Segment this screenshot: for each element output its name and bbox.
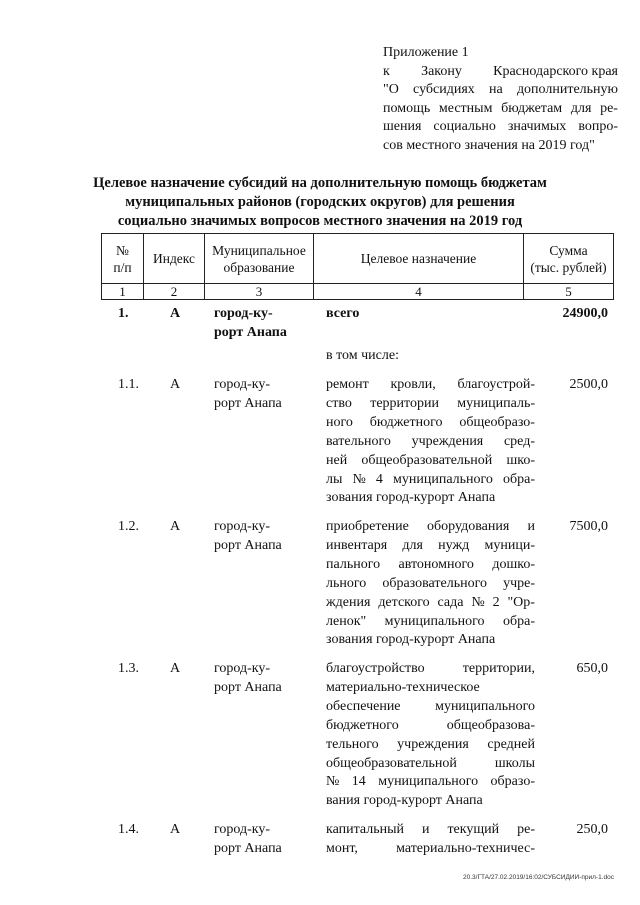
municipality-line: город-ку- xyxy=(214,377,271,392)
row-amount: 7500,0 xyxy=(569,519,608,534)
purpose-line: пального автономного дошко- xyxy=(326,556,535,572)
row-purpose xyxy=(326,305,535,324)
column-number: 5 xyxy=(524,284,614,300)
title-line: муниципальных районов (городских округов) для решения xyxy=(125,194,515,210)
row-municipality xyxy=(214,305,304,343)
purpose-line: приобретение оборудования и xyxy=(326,519,535,534)
purpose-line: общеобразовательной школы xyxy=(326,755,535,771)
title-line: социально значимых вопросов местного значения на 2019 год xyxy=(117,213,523,229)
row-index: А xyxy=(170,822,181,837)
municipality-line: город-ку- xyxy=(214,661,271,676)
appendix-line: Приложение 1 xyxy=(383,45,469,60)
row-amount: 650,0 xyxy=(576,661,608,676)
purpose-line: тельного учреждения средней xyxy=(326,736,535,752)
column-number: 3 xyxy=(205,284,314,300)
row-number: 1. xyxy=(118,306,129,321)
purpose-line: зования город-курорт Анапа xyxy=(326,632,496,648)
column-number: 2 xyxy=(144,284,205,300)
purpose-line: ней общеобразовательной шко- xyxy=(326,452,535,468)
row-purpose xyxy=(326,821,535,859)
purpose-line: материально-техническое xyxy=(326,679,480,695)
municipality-line: рорт Анапа xyxy=(214,537,282,553)
header-number: № п/п xyxy=(102,234,144,284)
row-municipality xyxy=(214,376,304,414)
appendix-note xyxy=(383,44,618,156)
appendix-line: шения социально значимых вопро- xyxy=(383,119,618,135)
purpose-line: в том числе: xyxy=(326,348,399,363)
municipality-line: рорт Анапа xyxy=(214,324,287,340)
row-number: 1.2. xyxy=(118,519,139,534)
municipality-line: рорт Анапа xyxy=(214,840,282,856)
row-number: 1.3. xyxy=(118,661,139,676)
row-amount: 24900,0 xyxy=(562,306,608,321)
row-municipality xyxy=(214,660,304,698)
row-purpose xyxy=(326,376,535,508)
subsidy-table-header xyxy=(101,233,614,300)
purpose-line: обеспечение муниципального xyxy=(326,698,535,714)
municipality-line: рорт Анапа xyxy=(214,395,282,411)
purpose-line: ждения детского сада № 2 "Ор- xyxy=(326,594,535,610)
municipality-line: город-ку- xyxy=(214,822,271,837)
appendix-line: помощь местным бюджетам для ре- xyxy=(383,100,618,116)
row-municipality xyxy=(214,821,304,859)
appendix-line: "О субсидиях на дополнительную xyxy=(383,82,618,98)
appendix-line: сов местного значения на 2019 год" xyxy=(383,137,595,153)
purpose-line: № 14 муниципального образо- xyxy=(326,774,535,790)
purpose-line: ремонт кровли, благоустрой- xyxy=(326,377,535,392)
purpose-line: монт, материально-техничес- xyxy=(326,840,535,856)
municipality-line: рорт Анапа xyxy=(214,679,282,695)
row-index: А xyxy=(170,377,181,392)
purpose-line: лы № 4 муниципального обра- xyxy=(326,471,535,487)
purpose-line: ного бюджетного общеобразо- xyxy=(326,414,535,430)
document-title xyxy=(0,174,640,231)
header-index: Индекс xyxy=(144,234,205,284)
row-amount: 2500,0 xyxy=(569,377,608,392)
column-number: 4 xyxy=(314,284,524,300)
purpose-line: вательного учреждения сред- xyxy=(326,433,535,449)
column-numbers-row xyxy=(102,284,614,300)
row-amount: 250,0 xyxy=(576,822,608,837)
header-purpose: Целевое назначение xyxy=(314,234,524,284)
purpose-line: ство территории муниципаль- xyxy=(326,395,535,411)
municipality-line: город-ку- xyxy=(214,519,271,534)
header-amount: Сумма (тыс. рублей) xyxy=(524,234,614,284)
purpose-line: благоустройство территории, xyxy=(326,661,535,676)
purpose-line: капитальный и текущий ре- xyxy=(326,822,535,837)
purpose-line: вания город-курорт Анапа xyxy=(326,793,483,809)
purpose-line: зования город-курорт Анапа xyxy=(326,490,496,506)
column-number: 1 xyxy=(102,284,144,300)
appendix-line: к Закону Краснодарского края xyxy=(383,63,618,79)
row-purpose xyxy=(326,660,535,811)
purpose-line: ленок" муниципального обра- xyxy=(326,613,535,629)
row-index: А xyxy=(170,661,181,676)
row-index: А xyxy=(170,519,181,534)
file-path-footer: 20.3/ГТА/27.02.2019/16:02/СУБСИДИИ-прил-1.doc xyxy=(463,874,614,881)
row-index: А xyxy=(170,306,181,321)
row-purpose xyxy=(326,347,535,366)
row-number: 1.1. xyxy=(118,377,139,392)
purpose-line: инвентаря для нужд муници- xyxy=(326,537,535,553)
municipality-line: город-ку- xyxy=(214,306,273,321)
purpose-line: льного образовательного учре- xyxy=(326,575,535,591)
purpose-line: всего xyxy=(326,306,360,321)
row-number: 1.4. xyxy=(118,822,139,837)
header-municipality: Муниципальное образование xyxy=(205,234,314,284)
row-municipality xyxy=(214,518,304,556)
title-line: Целевое назначение субсидий на дополнительную помощь бюджетам xyxy=(93,175,547,191)
purpose-line: бюджетного общеобразова- xyxy=(326,717,535,733)
row-purpose xyxy=(326,518,535,650)
